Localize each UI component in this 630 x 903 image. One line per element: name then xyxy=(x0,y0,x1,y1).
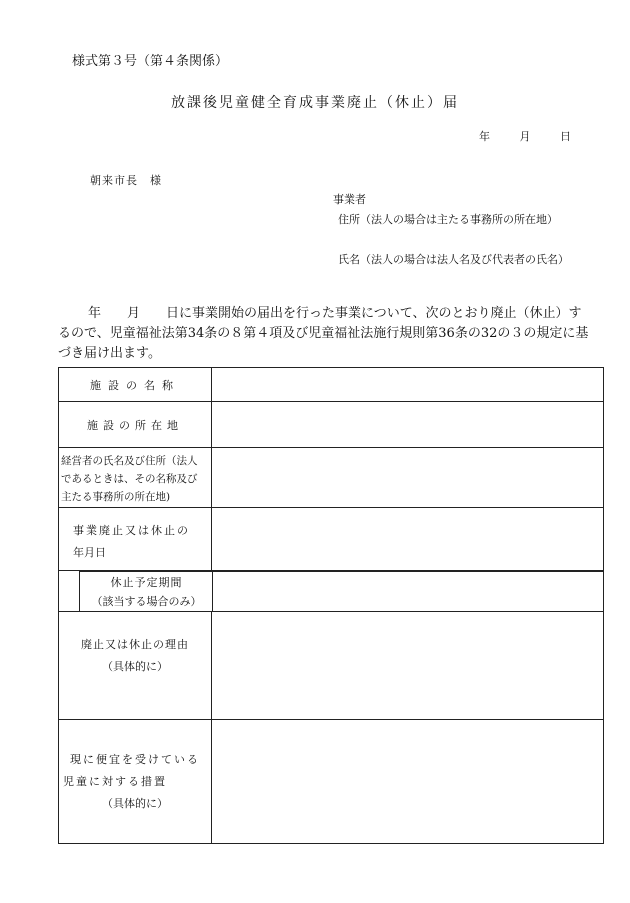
closure-date-label-line-1: 事業廃止又は休止の xyxy=(73,524,190,537)
facility-name-label: 施設の名称 xyxy=(90,378,180,392)
row-suspension-period xyxy=(59,571,603,612)
addressee: 朝来市長 様 xyxy=(90,174,162,187)
form-number: 様式第３号（第４条関係） xyxy=(72,54,229,69)
row-measures xyxy=(59,720,603,843)
measures-label-line-2: 児童に対する措置 xyxy=(63,774,167,788)
date-line: 年 月 日 xyxy=(479,130,571,143)
suspension-period-label-line-2: （該当する場合のみ） xyxy=(91,594,202,608)
suspension-period-label-box xyxy=(79,571,213,611)
reason-label-line-2: （具体的に） xyxy=(102,659,168,673)
intro-line-1: 年 月 日に事業開始の届出を行った事業について、次のとおり廃止（休止）す xyxy=(88,306,582,321)
facility-location-label: 施設の所在地 xyxy=(87,418,183,432)
measures-field[interactable] xyxy=(212,720,603,843)
intro-paragraph xyxy=(58,304,606,364)
address-label: 住所（法人の場合は主たる事務所の所在地） xyxy=(338,213,558,226)
label-cell xyxy=(59,571,212,611)
label-cell xyxy=(59,448,212,507)
label-cell xyxy=(59,508,212,570)
measures-label-line-3: （具体的に） xyxy=(102,796,168,810)
label-cell xyxy=(59,612,212,719)
suspension-period-field[interactable] xyxy=(212,571,603,611)
label-cell xyxy=(59,402,212,447)
suspension-period-label-line-1: 休止予定期間 xyxy=(110,575,183,589)
intro-line-3: づき届け出ます。 xyxy=(58,346,161,361)
operator-label-line-2: であるときは、その名称及び xyxy=(61,473,198,485)
notification-table xyxy=(58,367,604,844)
row-facility-location xyxy=(59,402,603,448)
label-cell xyxy=(59,720,212,843)
reason-label-line-1: 廃止又は休止の理由 xyxy=(81,637,189,651)
label-cell xyxy=(59,368,212,401)
row-operator xyxy=(59,448,603,508)
facility-location-field[interactable] xyxy=(212,402,603,447)
operator-label-line-3: 主たる事務所の所在地) xyxy=(61,491,171,503)
closure-date-label-line-2: 年月日 xyxy=(73,546,106,559)
document-title: 放課後児童健全育成事業廃止（休止）届 xyxy=(171,95,459,111)
row-reason xyxy=(59,612,603,720)
name-label: 氏名（法人の場合は法人名及び代表者の氏名） xyxy=(338,253,569,266)
row-closure-date xyxy=(59,508,603,571)
business-operator-label: 事業者 xyxy=(333,193,366,206)
closure-date-field[interactable] xyxy=(212,508,603,570)
facility-name-field[interactable] xyxy=(212,368,603,401)
reason-field[interactable] xyxy=(212,612,603,719)
row-facility-name xyxy=(59,368,603,402)
operator-field[interactable] xyxy=(212,448,603,507)
intro-line-2: るので、児童福祉法第34条の８第４項及び児童福祉法施行規則第36条の32の３の規定に基 xyxy=(58,326,589,341)
operator-label-line-1: 経営者の氏名及び住所（法人 xyxy=(61,455,198,467)
measures-label-line-1: 現に便宜を受けている xyxy=(70,752,200,766)
